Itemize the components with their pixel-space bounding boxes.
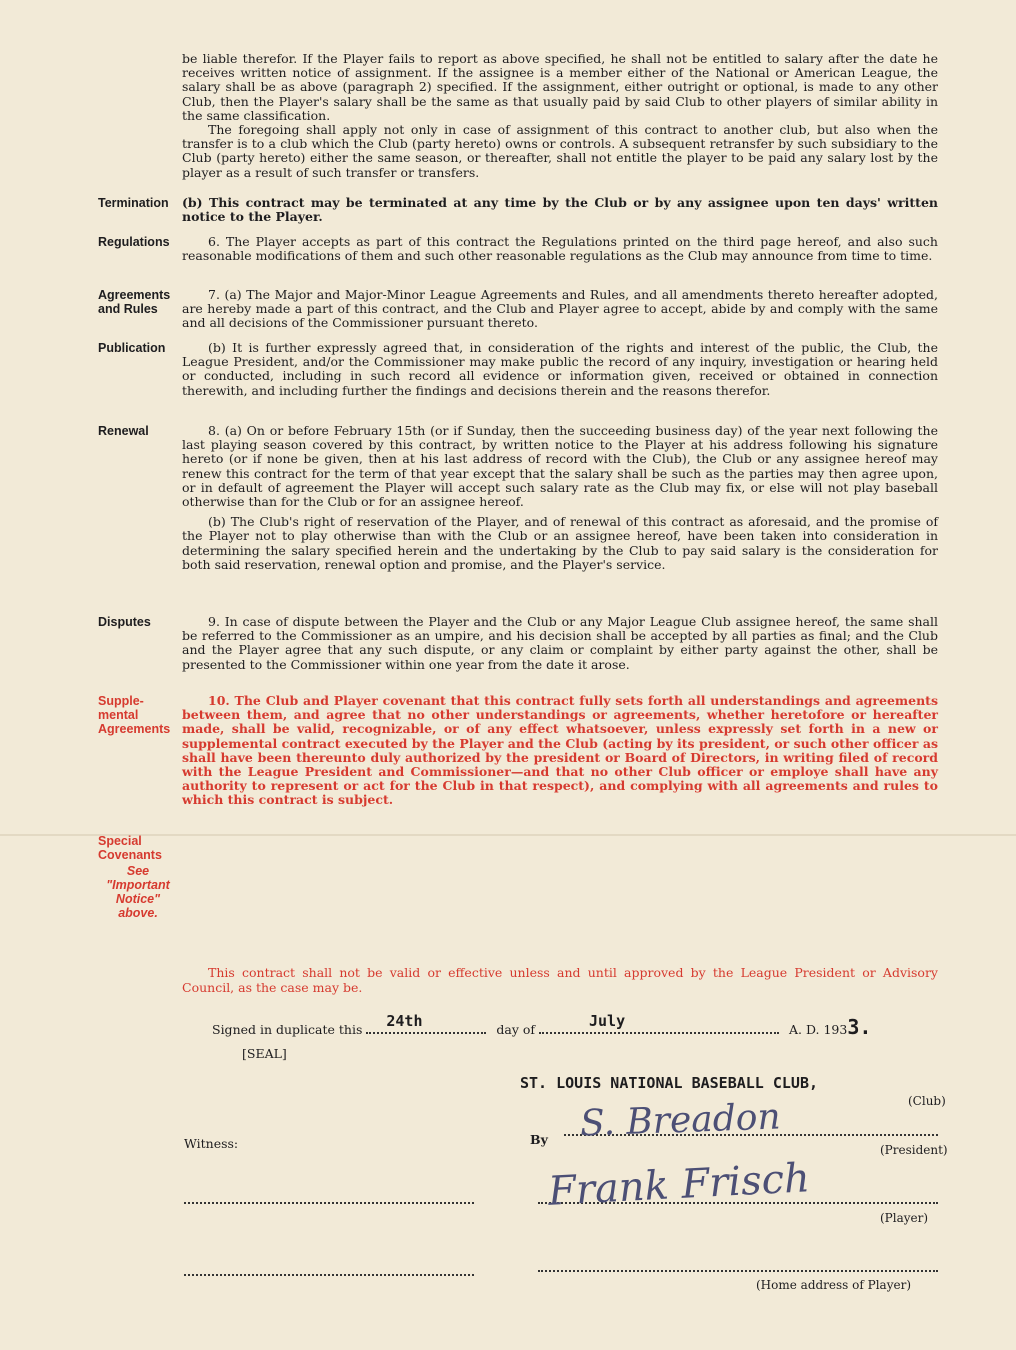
president-caption: (President) <box>880 1143 948 1157</box>
renewal-label: Renewal <box>98 424 149 438</box>
day-of-label: day of <box>496 1022 536 1037</box>
supplemental-label <box>98 694 180 736</box>
supplemental-label-line1: Supple- <box>98 694 144 708</box>
agreements-label <box>98 288 180 316</box>
day-field <box>366 1012 486 1034</box>
special-label-line2: Covenants <box>98 848 162 862</box>
renewal-text-a: 8. (a) On or before February 15th (or if Sunday, then the succeeding business day) of the year next following the last playing season covered by this contract, by written notice to the Player at his address following his signature hereto (or if none be given, then at his last address of record with the Club), the Club or any assignee hereof may renew this contract for the term of that year except that the salary shall be such as the parties may then agree upon, or in default of agreement the Player will accept such salary rate as the Club may fix, or else will not play baseball otherwise than for the Club or for an assignee hereof. <box>182 423 938 510</box>
publication-section <box>98 341 938 398</box>
witness-label: Witness: <box>184 1136 239 1151</box>
signing-prefix: Signed in duplicate this <box>212 1022 363 1037</box>
president-signature: S. Breadon <box>579 1096 782 1145</box>
signing-month-value: July <box>589 1012 626 1030</box>
signing-year-digit: 3. <box>847 1015 872 1039</box>
disputes-label: Disputes <box>98 615 151 629</box>
witness-line-1 <box>184 1202 474 1204</box>
agreements-label-line1: Agreements <box>98 288 171 302</box>
supplemental-section <box>98 694 938 808</box>
month-field <box>539 1012 779 1034</box>
agreements-label-line2: and Rules <box>98 302 158 316</box>
renewal-text-b: (b) The Club's right of reservation of the Player, and of renewal of this contract as aforesaid, and the promise of the Player not to play otherwise than with the Club or an assignee hereof, have been taken into consideration in determining the salary specified herein and the undertaking by the Club to pay said salary is the consideration for both said reservation, renewal option and promise, and the Player's service. <box>182 514 938 572</box>
player-signature: Frank Frisch <box>546 1155 811 1215</box>
termination-text: (b) This contract may be terminated at any time by the Club or by any assignee upon ten days' written notice to the Player. <box>182 195 938 225</box>
address-caption: (Home address of Player) <box>756 1278 911 1292</box>
special-note-line2: "Important <box>106 878 170 892</box>
year-label: A. D. 193 <box>788 1022 848 1037</box>
special-note-line3: Notice" <box>115 892 161 906</box>
termination-label: Termination <box>98 196 169 210</box>
player-caption: (Player) <box>880 1211 929 1225</box>
club-caption: (Club) <box>908 1094 946 1108</box>
continuation-block <box>98 52 938 180</box>
regulations-label: Regulations <box>98 235 170 249</box>
special-note-line1: See <box>126 864 150 878</box>
signing-line <box>212 1012 952 1039</box>
witness-line-2 <box>184 1274 474 1276</box>
by-label: By <box>530 1132 548 1147</box>
supplemental-label-line3: Agreements <box>98 722 171 736</box>
supplemental-label-line2: mental <box>98 708 139 722</box>
special-covenants-label <box>98 834 178 920</box>
validity-notice: This contract shall not be valid or effective unless and until approved by the League President or Advisory Council, as the case may be. <box>182 965 938 995</box>
regulations-section <box>98 235 938 263</box>
agreements-section <box>98 288 938 331</box>
supplemental-text: 10. The Club and Player covenant that this contract fully sets forth all understandings and agreements between them, and agree that no other understandings or agreements, whether heretofore or hereafter made, shall be valid, recognizable, or of any effect whatsoever, unless expressly set forth in a new or supplemental contract executed by the Player and the Club (acting by its president, or such other officer as shall have been thereunto duly authorized by the president or Board of Directors, in writing filed of record with the League President and Commissioner—and that no other Club officer or employe shall have any authority to represent or act for the Club in that respect), and complying with all agreements and rules to which this contract is subject. <box>182 693 938 808</box>
disputes-text: 9. In case of dispute between the Player and the Club or any Major League Club assignee hereof, the same shall be referred to the Commissioner as an umpire, and his decision shall be accepted by all parties as final; and the Club and the Player agree that any such dispute, or any claim or complaint by either party against the other, shall be presented to the Commissioner within one year from the date it arose. <box>182 614 938 672</box>
termination-section <box>98 196 938 224</box>
seal: [SEAL] <box>242 1046 287 1061</box>
renewal-section <box>98 424 938 572</box>
publication-label: Publication <box>98 341 166 355</box>
continuation-paragraph-1: be liable therefor. If the Player fails to report as above specified, he shall not be entitled to salary after the date he receives written notice of assignment. If the assignee is a member either of the National or American League, the salary shall be as above (paragraph 2) specified. If the assignment, either outright or optional, is made to any other Club, then the Player's salary shall be the same as that usually paid by said Club to other players of similar ability in the same classification. <box>182 51 938 123</box>
signing-day-value: 24th <box>386 1012 423 1030</box>
address-line <box>538 1270 938 1272</box>
special-label-line1: Special <box>98 834 142 848</box>
continuation-paragraph-2: The foregoing shall apply not only in case of assignment of this contract to another club, but also when the transfer is to a club which the Club (party hereto) owns or controls. A subsequent retransfer by such subsidiary to the Club (party hereto) either the same season, or thereafter, shall not entitle the player to be paid any salary lost by the player as a result of such transfer or transfers. <box>182 122 938 180</box>
agreements-text: 7. (a) The Major and Major-Minor League Agreements and Rules, and all amendments thereto hereafter adopted, are hereby made a part of this contract, and the Club and Player agree to accept, abide by and comply with the same and all decisions of the Commissioner pursuant thereto. <box>182 287 938 331</box>
disputes-section <box>98 615 938 672</box>
club-name: ST. LOUIS NATIONAL BASEBALL CLUB, <box>520 1074 819 1092</box>
regulations-text: 6. The Player accepts as part of this contract the Regulations printed on the third page hereof, and also such reasonable modifications of them and such other reasonable regulations as the Club may announce from time to time. <box>182 234 938 264</box>
publication-text: (b) It is further expressly agreed that, in consideration of the rights and interest of the public, the Club, the League President, and/or the Commissioner may make public the record of any inquiry, investigation or hearing held or conducted, including in such record all evidence or information given, received or obtained in connection therewith, and including further the findings and decisions therein and the reasons therefor. <box>182 340 938 398</box>
special-note-line4: above. <box>118 906 158 920</box>
